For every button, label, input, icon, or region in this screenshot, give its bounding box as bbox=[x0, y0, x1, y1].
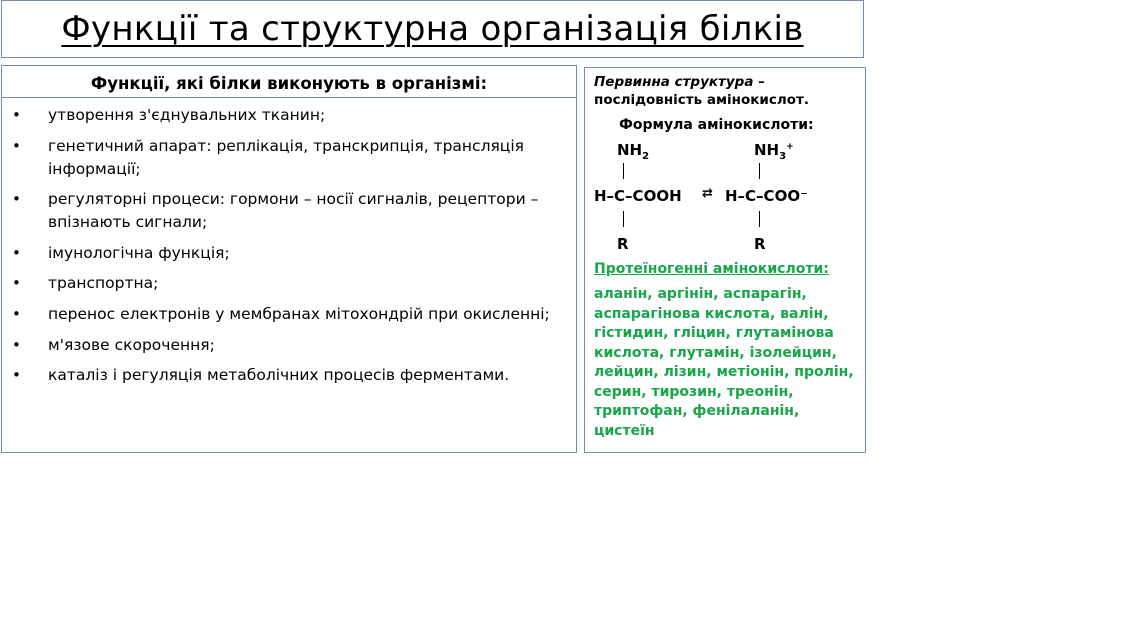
bullet-icon: • bbox=[12, 136, 21, 155]
list-item-text: транспортна; bbox=[48, 274, 159, 293]
list-item-text: утворення з'єднувальних тканин; bbox=[48, 106, 326, 124]
bullet-icon: • bbox=[12, 366, 21, 385]
list-item-text: регуляторні процеси: гормони – носії сигналів, рецептори – впізнають сигнали; bbox=[48, 190, 539, 232]
bullet-icon: • bbox=[12, 243, 21, 262]
amino-acid-formula bbox=[585, 68, 867, 268]
list-item bbox=[2, 104, 578, 127]
list-item-text: м'язове скорочення; bbox=[48, 335, 215, 354]
list-item bbox=[2, 334, 578, 357]
list-item bbox=[2, 242, 578, 265]
list-item-text: імунологічна функція; bbox=[48, 243, 230, 262]
functions-header: Функції, які білки виконують в організмі: bbox=[2, 66, 576, 98]
formula-left-r-group: R bbox=[617, 235, 629, 253]
formula-left-amino-group bbox=[617, 141, 649, 162]
formula-right-amino-text: NH bbox=[754, 141, 780, 159]
functions-panel bbox=[1, 65, 577, 453]
formula-left-amino-text: NH bbox=[617, 141, 643, 159]
primary-structure-label: Первинна структура bbox=[594, 74, 754, 90]
formula-left-acid: H–C–COOH bbox=[594, 187, 682, 205]
functions-list bbox=[2, 104, 578, 395]
formula-title: Формула амінокислоти: bbox=[619, 117, 814, 133]
formula-right-amino-group bbox=[754, 141, 794, 162]
formula-right-upper-bond bbox=[759, 163, 760, 179]
list-item-text: генетичний апарат: реплікація, транскрипція, трансляція інформації; bbox=[48, 136, 524, 178]
list-item bbox=[2, 272, 578, 295]
formula-left-lower-bond bbox=[623, 211, 624, 227]
proteinogenic-title: Протеїногенні амінокислоти: bbox=[594, 261, 829, 277]
formula-left-upper-bond bbox=[623, 163, 624, 179]
bullet-icon: • bbox=[12, 335, 21, 354]
list-item bbox=[2, 135, 578, 181]
bullet-icon: • bbox=[12, 190, 21, 209]
equilibrium-icon: ⇄ bbox=[702, 186, 713, 201]
list-item bbox=[2, 364, 578, 387]
bullet-icon: • bbox=[12, 106, 21, 124]
page-title: Функції та структурна організація білків bbox=[61, 9, 804, 49]
primary-structure-text: – послідовність амінокислот. bbox=[594, 74, 809, 108]
formula-right-lower-bond bbox=[759, 211, 760, 227]
bullet-icon: • bbox=[12, 304, 21, 323]
bullet-icon: • bbox=[12, 274, 21, 293]
formula-right-r-group: R bbox=[754, 235, 766, 253]
list-item bbox=[2, 188, 578, 234]
formula-right-amino-superscript: + bbox=[786, 142, 794, 152]
proteinogenic-list: аланін, аргінін, аспарагін, аспарагінова кислота, валін, гістидин, гліцин, глутамінова кислота, глутамін, ізолейцин, лейцин, лізин, метіонін, пролін, серин, тирозин, треонін, триптофан, фенілаланін, цистеїн bbox=[594, 286, 854, 439]
formula-left-amino-subscript: 2 bbox=[642, 151, 650, 162]
structure-panel bbox=[584, 67, 866, 453]
formula-right-zwitterion: H–C–COO⁻ bbox=[725, 187, 808, 205]
formula-right-amino-subscript: 3 bbox=[779, 151, 787, 162]
list-item bbox=[2, 303, 578, 326]
list-item-text: каталіз і регуляція метаболічних процесів ферментами. bbox=[48, 366, 510, 385]
title-box bbox=[1, 0, 864, 58]
list-item-text: перенос електронів у мембранах мітохондрій при окисленні; bbox=[48, 304, 550, 323]
